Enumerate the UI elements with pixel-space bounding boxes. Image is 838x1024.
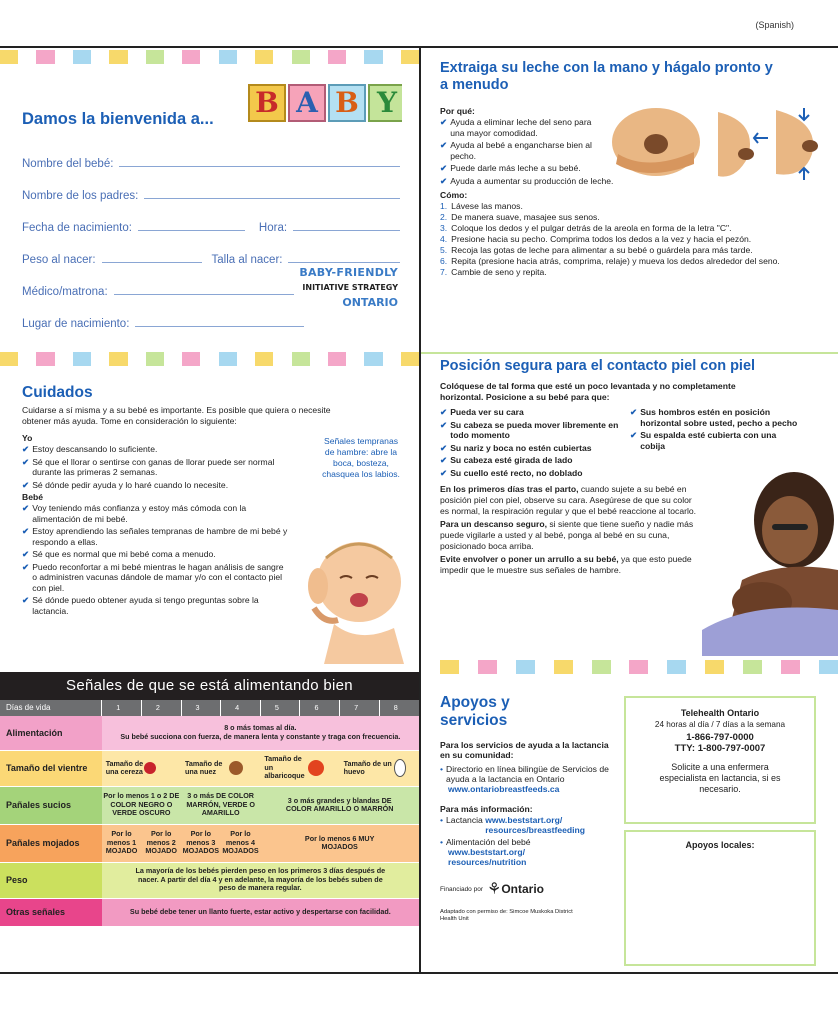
skin-item: ✔ Su cabeza esté girada de lado bbox=[440, 455, 573, 465]
decor-stripe bbox=[0, 352, 419, 366]
feeding-section bbox=[0, 672, 419, 942]
baby-blocks bbox=[248, 84, 402, 122]
supports-item1: • Directorio en línea bilingüe de Servicios de ayuda a la lactancia en Ontario bbox=[440, 764, 609, 784]
link-nutrition[interactable]: www.beststart.org/ resources/nutrition bbox=[448, 847, 527, 867]
field-label: Lugar de nacimiento: bbox=[22, 318, 130, 330]
how-list bbox=[440, 201, 825, 278]
field-label: Peso al nacer: bbox=[22, 254, 96, 266]
baby-label: Bebé bbox=[22, 492, 44, 502]
row-value: 3 o más grandes y blandas DE COLOR AMARILLO O MARRÓN bbox=[260, 786, 419, 824]
field-birthplace[interactable] bbox=[22, 298, 304, 330]
row-label: Alimentación bbox=[0, 716, 102, 750]
row-value: Por lo menos 4 MOJADOS bbox=[221, 824, 261, 862]
trillium-icon: ⚘ bbox=[487, 881, 502, 898]
funded-label: Financiado por bbox=[440, 885, 483, 893]
table-row bbox=[0, 824, 419, 862]
baby-item: ✔ Puedo reconfortar a mi bebé mientras le hagan análisis de sangre o administren vacunas dándole de mamar y/o con el contacto piel con piel. bbox=[22, 561, 284, 593]
skin-item: ✔ Su nariz y boca no estén cubiertas bbox=[440, 442, 592, 453]
telehealth-tty[interactable]: TTY: 1-800-797-0007 bbox=[674, 743, 766, 754]
header-cell: 6 bbox=[300, 700, 340, 716]
block-b: B bbox=[248, 84, 286, 122]
field-label-time: Hora: bbox=[258, 222, 288, 234]
welcome-section bbox=[22, 78, 402, 348]
field-label: Médico/matrona: bbox=[22, 286, 108, 298]
row-label: Pañales sucios bbox=[0, 786, 102, 824]
header-cell: 3 bbox=[181, 700, 221, 716]
row-label: Otras señales bbox=[0, 898, 102, 926]
row-label: Pañales mojados bbox=[0, 824, 102, 862]
row-value: Por lo menos 6 MUY MOJADOS bbox=[260, 824, 419, 862]
walnut-icon bbox=[229, 761, 243, 775]
field-label-length: Talla al nacer: bbox=[211, 254, 283, 266]
extract-title: Extraiga su leche con la mano y hágalo pronto y a menudo bbox=[440, 60, 773, 93]
skin-p3: Evite envolver o poner un arrullo a su bebé, ya que esto puede impedir que le muestre sus señales de hambre. bbox=[440, 554, 692, 575]
me-item: ✔ Sé dónde pedir ayuda y lo haré cuando lo necesite. bbox=[22, 479, 229, 490]
row-value: Tamaño de un albaricoque bbox=[260, 750, 339, 786]
field-label: Nombre de los padres: bbox=[22, 190, 139, 202]
hand-expression-illustration bbox=[608, 102, 828, 182]
how-step: 7. Cambie de seno y repita. bbox=[440, 267, 547, 277]
supports-section bbox=[440, 694, 620, 966]
header-cell: 4 bbox=[221, 700, 261, 716]
bfi-line1: BABY-FRIENDLY bbox=[299, 266, 398, 279]
supports-sub1: Para los servicios de ayuda a la lactancia en su comunidad: bbox=[440, 740, 609, 760]
table-row bbox=[0, 750, 419, 786]
table-header-row bbox=[0, 700, 419, 716]
baby-item: ✔ Voy teniendo más confianza y estoy más cómoda con la alimentación de mi bebé. bbox=[22, 503, 247, 524]
header-cell: 5 bbox=[260, 700, 300, 716]
baby-illustration bbox=[304, 524, 414, 664]
link-breastfeeding[interactable]: www.beststart.org/ resources/breastfeeding bbox=[485, 815, 586, 835]
how-label: Cómo: bbox=[440, 190, 468, 200]
field-baby-name[interactable] bbox=[22, 138, 400, 170]
section-rule bbox=[421, 352, 838, 354]
skin-p2: Para un descanso seguro, si siente que tiene sueño y nadie más puede vigilarle a usted y al bebé, ponga al bebé en su cuna, posicionado boca arriba. bbox=[440, 519, 694, 551]
how-step: 6. Repita (presione hacia atrás, comprima, relaje) y mueva los dedos alrededor del seno. bbox=[440, 256, 780, 266]
supports-title: Apoyos y servicios bbox=[440, 694, 510, 729]
skin-section bbox=[440, 358, 838, 658]
header-cell: Días de vida bbox=[6, 702, 51, 712]
header-cell: 2 bbox=[141, 700, 181, 716]
skin-item: ✔ Su espalda esté cubierta con una cobija bbox=[630, 430, 777, 451]
language-tag: (Spanish) bbox=[755, 20, 794, 30]
care-title: Cuidados bbox=[22, 384, 93, 401]
how-step: 4. Presione hacia su pecho. Comprima todos los dedos a la vez y hacia el pezón. bbox=[440, 234, 752, 244]
decor-stripe bbox=[421, 660, 838, 674]
field-label: Nombre del bebé: bbox=[22, 158, 114, 170]
skin-item: ✔ Su cuello esté recto, no doblado bbox=[440, 467, 583, 478]
welcome-title: Damos la bienvenida a... bbox=[22, 110, 214, 128]
bfi-logo bbox=[299, 266, 398, 309]
telehealth-phone[interactable]: 1-866-797-0000 bbox=[686, 732, 754, 743]
telehealth-box bbox=[624, 696, 816, 824]
header-cell: 1 bbox=[102, 700, 142, 716]
row-value: Tamaño de una cereza bbox=[102, 750, 181, 786]
table-row bbox=[0, 716, 419, 750]
block-b2: B bbox=[328, 84, 366, 122]
adapted-note: Adaptado con permiso de: Simcoe Muskoka District Health Unit bbox=[440, 909, 573, 922]
skin-item: ✔ Su cabeza se pueda mover libremente en todo momento bbox=[440, 419, 619, 440]
header-cell: 7 bbox=[340, 700, 380, 716]
why-item: ✔ Ayuda al bebé a engancharse bien al pecho. bbox=[440, 140, 592, 161]
how-step: 5. Recoja las gotas de leche para alimentar a su bebé o guárdela para más tarde. bbox=[440, 245, 753, 255]
field-birth-date[interactable] bbox=[22, 202, 400, 234]
cherry-icon bbox=[144, 762, 156, 774]
baby-item: ✔ Estoy aprendiendo las señales tempranas de hambre de mi bebé y respondo a ellas. bbox=[22, 526, 288, 547]
ontario-logo bbox=[440, 879, 620, 899]
how-step: 2. De manera suave, masajee sus senos. bbox=[440, 212, 600, 222]
how-step: 1. Lávese las manos. bbox=[440, 201, 523, 211]
why-item: ✔ Puede darle más leche a su bebé. bbox=[440, 163, 581, 173]
skin-item: ✔ Pueda ver su cara bbox=[440, 407, 524, 417]
bfi-line3: ONTARIO bbox=[342, 296, 398, 309]
row-label: Tamaño del vientre bbox=[0, 750, 102, 786]
table-row bbox=[0, 786, 419, 824]
apricot-icon bbox=[308, 760, 324, 776]
field-label: Fecha de nacimiento: bbox=[22, 222, 132, 234]
row-value: Tamaño de un huevo bbox=[340, 750, 419, 786]
how-step: 3. Coloque los dedos y el pulgar detrás de la areola en forma de la letra "C". bbox=[440, 223, 732, 233]
bfi-line2: INITIATIVE STRATEGY bbox=[302, 283, 398, 292]
why-item: ✔ Ayuda a aumentar su producción de leche. bbox=[440, 175, 614, 186]
mother-baby-photo bbox=[702, 460, 838, 656]
field-doctor[interactable] bbox=[22, 266, 294, 298]
block-a: A bbox=[288, 84, 326, 122]
table-row bbox=[0, 862, 419, 898]
row-value: Por lo menos 1 o 2 DE COLOR NEGRO O VERDE OSCURO bbox=[102, 786, 181, 824]
me-item: ✔ Estoy descansando lo suficiente. bbox=[22, 444, 158, 454]
row-value: Tamaño de una nuez bbox=[181, 750, 260, 786]
supports-sub2: Para más información: bbox=[440, 804, 533, 814]
row-value: Su bebé debe tener un llanto fuerte, estar activo y despertarse con facilidad. bbox=[102, 898, 419, 926]
me-label: Yo bbox=[22, 433, 33, 443]
ontario-wordmark: Ontario bbox=[501, 882, 545, 896]
block-y: Y bbox=[368, 84, 402, 122]
row-value: Por lo menos 2 MOJADO bbox=[141, 824, 181, 862]
hunger-note: Señales tempranas de hambre: abre la boca, bosteza, chasquea los labios. bbox=[322, 436, 400, 479]
telehealth-msg: Solicite a una enfermera especialista en lactancia, si es necesario. bbox=[659, 762, 781, 794]
link-ontariobreastfeeds[interactable]: www.ontariobreastfeeds.ca bbox=[448, 784, 560, 794]
skin-title: Posición segura para el contacto piel con piel bbox=[440, 358, 756, 374]
baby-item: ✔ Sé dónde puedo obtener ayuda si tengo preguntas sobre la lactancia. bbox=[22, 595, 259, 616]
telehealth-title: Telehealth Ontario bbox=[680, 708, 760, 718]
field-parents-name[interactable] bbox=[22, 170, 400, 202]
row-value: Por lo menos 3 MOJADOS bbox=[181, 824, 221, 862]
row-label: Peso bbox=[0, 862, 102, 898]
center-divider bbox=[419, 46, 421, 974]
table-row bbox=[0, 898, 419, 926]
skin-item: ✔ Sus hombros estén en posición horizontal sobre usted, pecho a pecho bbox=[630, 407, 798, 428]
why-label: Por qué: bbox=[440, 106, 475, 116]
egg-icon bbox=[394, 759, 406, 777]
telehealth-hours: 24 horas al día / 7 días a la semana bbox=[654, 720, 786, 729]
skin-intro: Colóquese de tal forma que esté un poco levantada y no completamente horizontal. Posicione a su bebé para que: bbox=[440, 381, 736, 402]
me-item: ✔ Sé que el llorar o sentirse con ganas de llorar puede ser normal durante las primeras 2 semanas. bbox=[22, 456, 275, 477]
skin-p1: En los primeros días tras el parto, cuando sujete a su bebé en posición piel con piel, observe su cara. Asegúrese de que su color es normal, la respiración regular y que el bebé reaccione al tocarlo. bbox=[440, 484, 697, 516]
local-supports-title: Apoyos locales: bbox=[685, 840, 755, 850]
feeding-title: Señales de que se está alimentando bien bbox=[0, 672, 419, 700]
header-cell: 8 bbox=[379, 700, 419, 716]
supports-item2: • Lactancia www.beststart.org/ resources/breastfeeding bbox=[440, 815, 620, 835]
row-value: 3 o más DE COLOR MARRÓN, VERDE O AMARILLO bbox=[181, 786, 260, 824]
row-value: 8 o más tomas al día. Su bebé succiona con fuerza, de manera lenta y constante y traga con frecuencia. bbox=[102, 716, 419, 750]
extract-section bbox=[440, 60, 830, 350]
decor-stripe bbox=[0, 50, 419, 64]
feeding-table bbox=[0, 700, 419, 926]
supports-item3: • Alimentación del bebé bbox=[440, 837, 531, 847]
field-weight-length[interactable] bbox=[22, 234, 400, 266]
why-item: ✔ Ayuda a eliminar leche del seno para una mayor comodidad. bbox=[440, 117, 592, 138]
local-supports-box bbox=[624, 830, 816, 966]
care-section bbox=[22, 384, 414, 666]
row-value: La mayoría de los bebés pierden peso en los primeros 3 días después de nacer. A partir del día 4 y en adelante, la mayoría de los bebés suben de peso de manera regular. bbox=[102, 862, 419, 898]
care-intro: Cuidarse a sí misma y a su bebé es importante. Es posible que quiera o necesite obtener más ayuda. Tome en consideración lo siguiente: bbox=[22, 405, 331, 426]
row-value: Por lo menos 1 MOJADO bbox=[102, 824, 142, 862]
baby-item: ✔ Sé que es normal que mi bebé coma a menudo. bbox=[22, 549, 216, 559]
